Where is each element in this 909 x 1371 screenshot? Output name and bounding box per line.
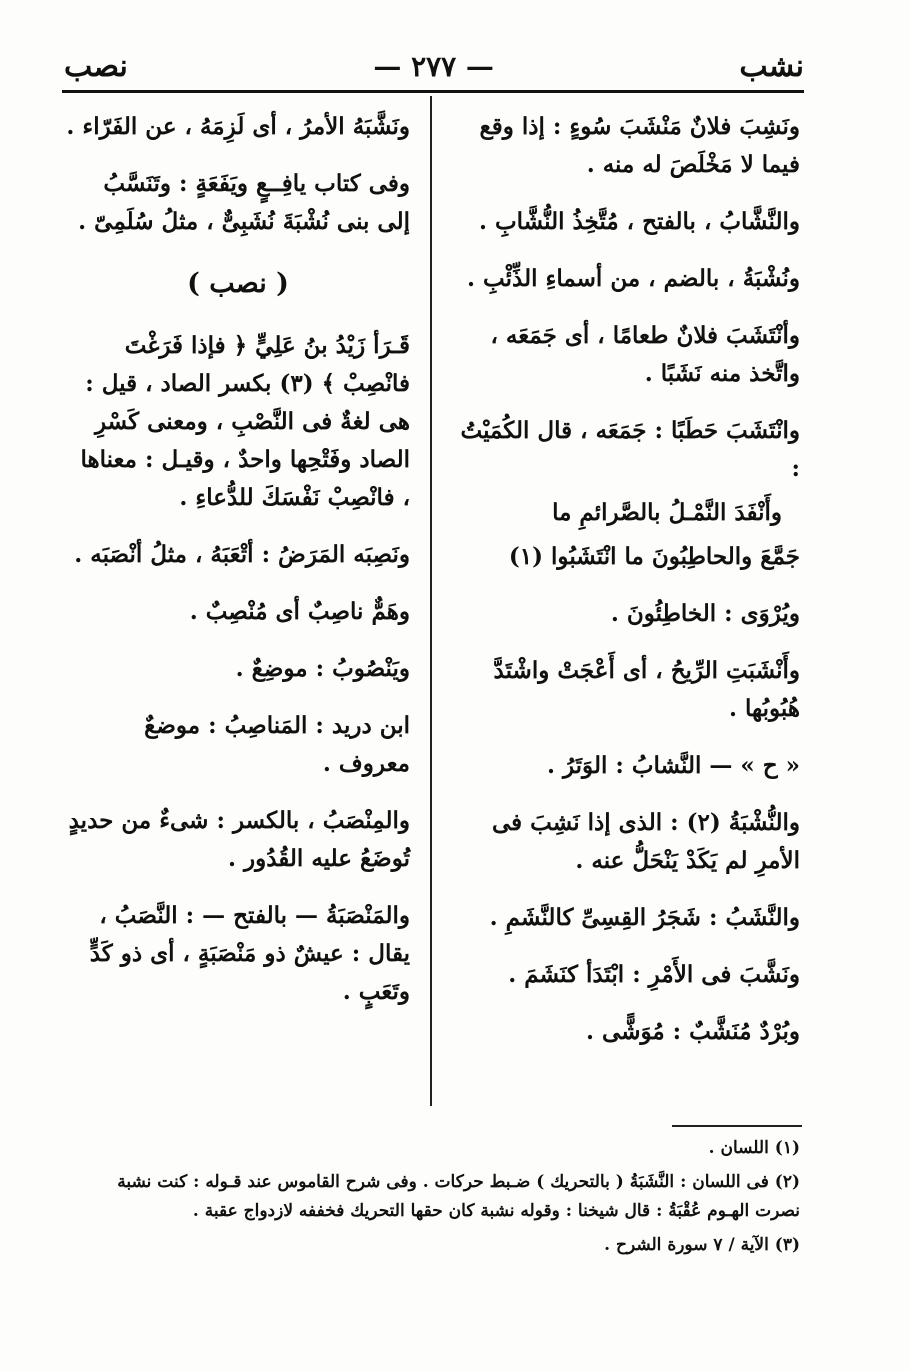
footnotes	[70, 1134, 800, 1265]
entry-paragraph: وانْتَشَبَ حَطَبًا : جَمَعَه ، قال الكُمَيْتُ :	[460, 417, 800, 482]
entry-paragraph: والنَّشَبُ : شَجَرُ القِسِىِّ كالنَّشَمِ .	[489, 904, 800, 931]
entry-paragraph: ونَشِبَ فلانٌ مَنْشَبَ سُوءٍ : إذا وقع فيما لا مَخْلَصَ له منه .	[479, 113, 800, 178]
entry-paragraph: قَـرَأ زَيْدُ بنُ عَلِيٍّ ﴿ فإذا فَرَغْتَ فانْصِبْ ﴾ (٣) بكسر الصاد ، قيل : هى لغةٌ فى النَّصْبِ ، ومعنى كَسْرِ الصاد وفَتْحِها واحدٌ ، وقيـل : معناها ، فانْصِبْ نَفْسَكَ للدُّعاءِ .	[80, 332, 410, 511]
entry-paragraph: ونَشَّبَهُ الأمرُ ، أى لَزِمَهُ ، عن الفَرّاء .	[66, 113, 410, 140]
page-number: — ٢٧٧ —	[373, 49, 494, 83]
column-divider	[430, 96, 432, 1106]
entry-paragraph: « ح » — النَّشابُ : الوَتَرُ .	[546, 752, 800, 779]
entry-paragraph: ويُرْوَى : الخاطِئُونَ .	[610, 600, 800, 627]
entry-paragraph: وفى كتاب يافِــعٍ ويَفَعَةٍ : وتَنَسَّبُ إلى بنى نُشْبَةَ نُشَبِىٌّ ، مثلُ سُلَمِىّ .	[78, 170, 410, 235]
entry-paragraph: وأَنْشَبَتِ الرِّيحُ ، أى أَعْجَتْ واشْتَدَّ هُبُوبُها .	[493, 657, 800, 722]
header-left-word: نصب	[64, 48, 128, 84]
footnote-rule	[672, 1125, 802, 1127]
entry-paragraph: ونُشْبَةُ ، بالضم ، من أسماءِ الذِّئْبِ .	[467, 265, 800, 292]
section-heading: ( نصب )	[187, 268, 289, 299]
header-right-word: نشب	[739, 48, 804, 84]
entry-paragraph: وهَمٌّ ناصِبٌ أى مُنْصِبٌ .	[189, 598, 410, 625]
poem-line: جَمَّعَ والحاطِبُونَ ما انْتَشَبُوا (١)	[508, 543, 800, 570]
left-column	[66, 108, 410, 1030]
entry-paragraph: وبُرْدٌ مُنَشَّبٌ : مُوَشًّى .	[586, 1018, 800, 1045]
entry-paragraph: ونَصِبَه المَرَضُ : أتْعَبَهُ ، مثلُ أنْصَبَه .	[74, 541, 410, 568]
poem-line: وأَنْفَدَ النَّمْـلُ بالصَّرائمِ ما	[552, 499, 782, 526]
right-column	[448, 108, 800, 1070]
entry-paragraph: والنَّشَّابُ ، بالفتح ، مُتَّخِذُ النُّشَّابِ .	[478, 208, 800, 235]
entry-paragraph: وأنْتَشَبَ فلانٌ طعامًا ، أى جَمَعَه ، واتَّخذ منه نَشَبًا .	[490, 322, 800, 387]
entry-paragraph: والنُّشْبَةُ (٢) : الذى إذا نَشِبَ فى الأمرِ لم يَكَدْ يَنْحَلُّ عنه .	[491, 809, 800, 874]
entry-paragraph: ونَشَّبَ فى الأَمْرِ : ابْتَدَأ كنَشَمَ .	[508, 961, 800, 988]
footnote: (٢) فى اللسان : النَّشَبَةُ ( بالتحريك ) ضـبط حركات . وفى شرح القاموس عند قـوله : كنت نشبة نصرت الهـوم عُقْبَةُ : قال شيخنا : وقوله نشبة كان حقها التحريك فخففه لازدواج عقبة .	[117, 1172, 800, 1221]
header-rule	[62, 90, 804, 93]
entry-paragraph: ويَنْصُوبُ : موضِعٌ .	[235, 655, 410, 682]
entry-paragraph: ابن دريد : المَناصِبُ : موضعٌ معروف .	[144, 712, 410, 777]
entry-paragraph: والمَنْصَبَةُ — بالفتح — : النَّصَبُ ، يقال : عيشٌ ذو مَنْصَبَةٍ ، أى ذو كَدٍّ وتَعَبٍ .	[89, 902, 410, 1005]
entry-paragraph: والمِنْصَبُ ، بالكسر : شىءٌ من حديدٍ تُوضَعُ عليه القُدُور .	[68, 807, 410, 872]
footnote: (٣) الآية / ٧ سورة الشرح .	[604, 1235, 800, 1255]
footnote: (١) اللسان .	[708, 1138, 800, 1158]
page-header	[64, 44, 804, 88]
